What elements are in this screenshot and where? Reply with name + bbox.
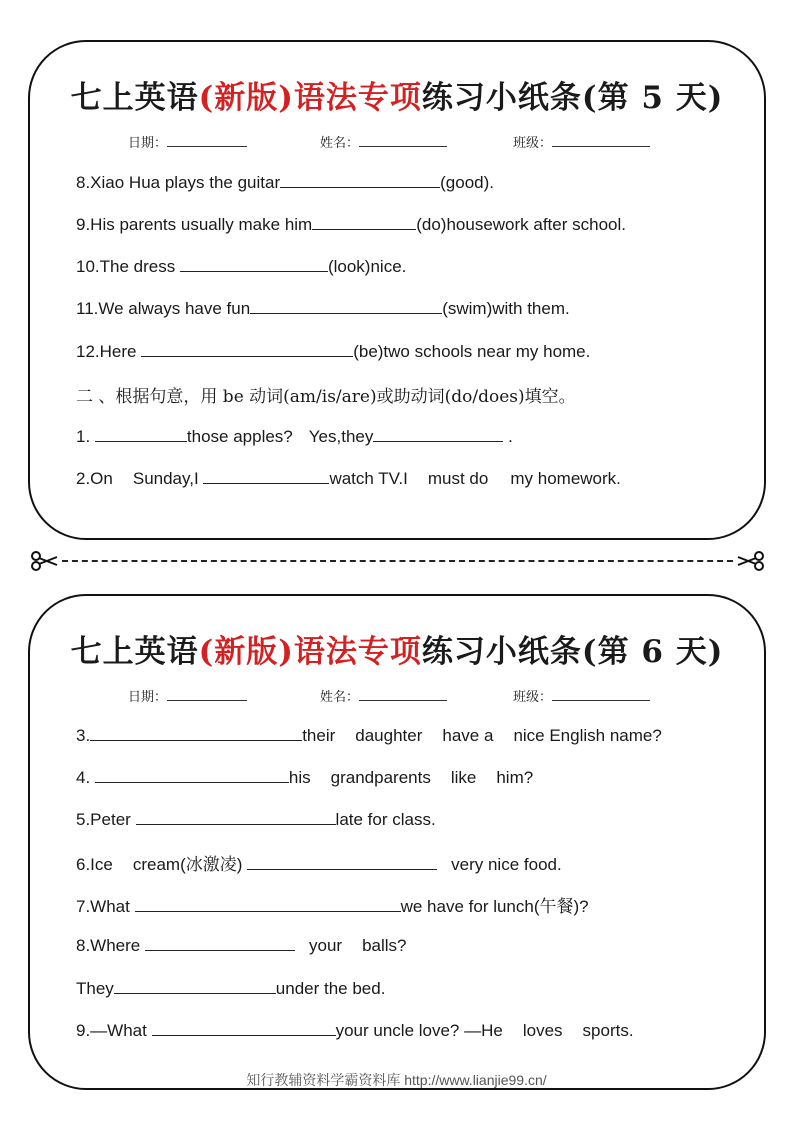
section-text: 二 、根据句意，用 be 动词(am/is/are)或助动词(do/does)填空。 bbox=[76, 387, 576, 407]
answer-blank[interactable] bbox=[114, 977, 276, 994]
question-text: watch TV.I bbox=[329, 469, 408, 488]
answer-blank[interactable] bbox=[247, 853, 437, 870]
question-line bbox=[76, 977, 385, 999]
question-text: have a bbox=[442, 726, 494, 745]
name-field[interactable] bbox=[320, 686, 447, 705]
scissors-icon bbox=[737, 550, 765, 572]
name-label: 姓名： bbox=[320, 136, 360, 151]
question-text: 5.Peter bbox=[76, 810, 136, 829]
date-blank[interactable] bbox=[167, 134, 247, 147]
question-line bbox=[76, 255, 406, 277]
question-line bbox=[76, 850, 562, 875]
question-line bbox=[76, 425, 513, 447]
question-text: him? bbox=[496, 768, 534, 787]
question-line bbox=[76, 171, 494, 193]
answer-blank[interactable] bbox=[136, 808, 336, 825]
question-text: sports. bbox=[582, 1021, 634, 1040]
question-text: 2.On bbox=[76, 469, 113, 488]
question-line bbox=[76, 766, 533, 788]
question-text: we have for lunch(午餐)? bbox=[400, 897, 589, 916]
question-text: Yes,they bbox=[308, 427, 374, 446]
question-text: late for class. bbox=[335, 810, 436, 829]
answer-blank[interactable] bbox=[90, 724, 302, 741]
section-heading bbox=[76, 382, 576, 407]
question-line bbox=[76, 1019, 634, 1041]
name-label: 姓名： bbox=[320, 690, 360, 705]
question-text: 11.We always have fun bbox=[76, 299, 251, 318]
title-part: 七上英语 bbox=[70, 634, 199, 670]
question-text: nice English name? bbox=[513, 726, 662, 745]
question-text: your uncle love? —He bbox=[335, 1021, 503, 1040]
question-text: 1. bbox=[76, 427, 95, 446]
question-text: 10.The dress bbox=[76, 257, 180, 276]
class-field[interactable] bbox=[513, 686, 650, 705]
question-line bbox=[76, 808, 436, 830]
question-text: 9.His parents usually make him bbox=[76, 215, 313, 234]
question-line bbox=[76, 297, 570, 319]
answer-blank[interactable] bbox=[373, 425, 503, 442]
question-text: cream(冰激凌) bbox=[132, 855, 248, 874]
name-field[interactable] bbox=[320, 132, 447, 151]
answer-blank[interactable] bbox=[152, 1019, 336, 1036]
worksheet-card-day5 bbox=[28, 40, 766, 540]
question-text: those apples? bbox=[186, 427, 293, 446]
question-text: Sunday,I bbox=[132, 469, 204, 488]
question-text: must do bbox=[427, 469, 489, 488]
title-highlight: (新版)语法专项 bbox=[198, 80, 422, 116]
class-blank[interactable] bbox=[552, 688, 650, 701]
answer-blank[interactable] bbox=[180, 255, 328, 272]
class-label: 班级： bbox=[513, 136, 553, 151]
question-hint: (look)nice. bbox=[327, 257, 407, 276]
question-line bbox=[76, 934, 406, 956]
question-line bbox=[76, 467, 621, 489]
question-hint: (good). bbox=[440, 173, 494, 192]
question-hint: (be)two schools near my home. bbox=[353, 342, 591, 361]
dashed-divider bbox=[62, 560, 733, 562]
question-text: 8.Where bbox=[76, 936, 145, 955]
question-text: 4. bbox=[76, 768, 95, 787]
question-text: 7.What bbox=[76, 897, 135, 916]
class-label: 班级： bbox=[513, 690, 553, 705]
question-text: his bbox=[288, 768, 311, 787]
date-field[interactable] bbox=[128, 132, 247, 151]
question-text: . bbox=[503, 427, 513, 446]
answer-blank[interactable] bbox=[145, 934, 295, 951]
class-blank[interactable] bbox=[552, 134, 650, 147]
scissors-icon bbox=[30, 550, 58, 572]
answer-blank[interactable] bbox=[95, 425, 187, 442]
question-line bbox=[76, 724, 662, 746]
answer-blank[interactable] bbox=[141, 340, 353, 357]
answer-blank[interactable] bbox=[280, 171, 440, 188]
class-field[interactable] bbox=[513, 132, 650, 151]
title-part: 练习小纸条(第 6 天) bbox=[421, 634, 724, 670]
card-title bbox=[30, 72, 764, 117]
answer-blank[interactable] bbox=[250, 297, 442, 314]
name-blank[interactable] bbox=[359, 688, 447, 701]
question-text: daughter bbox=[355, 726, 423, 745]
date-blank[interactable] bbox=[167, 688, 247, 701]
title-part: 七上英语 bbox=[70, 80, 199, 116]
question-text: loves bbox=[522, 1021, 563, 1040]
answer-blank[interactable] bbox=[135, 895, 401, 912]
name-blank[interactable] bbox=[359, 134, 447, 147]
question-text: like bbox=[450, 768, 477, 787]
question-text: They bbox=[76, 979, 114, 998]
question-text: 8.Xiao Hua plays the guitar bbox=[76, 173, 281, 192]
card-title bbox=[30, 626, 764, 671]
question-text: 6.Ice bbox=[76, 855, 113, 874]
question-text: under the bed. bbox=[275, 979, 386, 998]
footer-watermark bbox=[0, 1070, 793, 1090]
question-line bbox=[76, 892, 589, 917]
worksheet-card-day6 bbox=[28, 594, 766, 1090]
question-text: 3. bbox=[76, 726, 91, 745]
question-text: 9.—What bbox=[76, 1021, 152, 1040]
question-text: your bbox=[308, 936, 343, 955]
question-hint: (do)housework after school. bbox=[416, 215, 626, 234]
title-highlight: (新版)语法专项 bbox=[198, 634, 422, 670]
question-text: grandparents bbox=[330, 768, 431, 787]
answer-blank[interactable] bbox=[203, 467, 329, 484]
question-line bbox=[76, 213, 626, 235]
date-label: 日期： bbox=[128, 136, 168, 151]
question-line bbox=[76, 340, 590, 362]
question-text: balls? bbox=[362, 936, 407, 955]
answer-blank[interactable] bbox=[312, 213, 416, 230]
date-field[interactable] bbox=[128, 686, 247, 705]
title-part: 练习小纸条(第 5 天) bbox=[421, 80, 724, 116]
question-text: 12.Here bbox=[76, 342, 142, 361]
question-text: my homework. bbox=[510, 469, 621, 488]
date-label: 日期： bbox=[128, 690, 168, 705]
question-text: their bbox=[302, 726, 336, 745]
answer-blank[interactable] bbox=[95, 766, 289, 783]
footer-text: 知行教辅资料学霸资料库 http://www.lianjie99.cn/ bbox=[246, 1072, 547, 1088]
question-hint: (swim)with them. bbox=[442, 299, 570, 318]
question-text: very nice food. bbox=[451, 855, 562, 874]
cut-line bbox=[30, 550, 765, 570]
